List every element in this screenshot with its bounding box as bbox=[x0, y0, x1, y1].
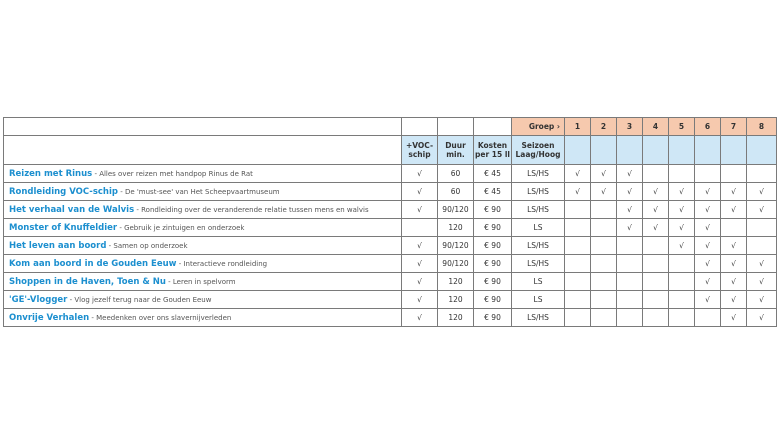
cell-seizoen: LS/HS bbox=[512, 237, 565, 255]
group-number: 4 bbox=[643, 118, 669, 136]
program-title[interactable]: Monster of Knuffeldier bbox=[9, 222, 118, 233]
cell-duur: 60 bbox=[438, 183, 474, 201]
cell-duur: 120 bbox=[438, 309, 474, 327]
program-description: - Rondleiding over de veranderende relatie tussen mens en walvis bbox=[134, 205, 369, 214]
group-check: √ bbox=[565, 165, 591, 183]
program-description: - Gebruik je zintuigen en onderzoek bbox=[117, 223, 245, 232]
group-check: √ bbox=[695, 219, 721, 237]
group-check bbox=[643, 165, 669, 183]
group-check: √ bbox=[695, 201, 721, 219]
program-description: - Vlog jezelf terug naar de Gouden Eeuw bbox=[67, 295, 212, 304]
cell-seizoen: LS bbox=[512, 291, 565, 309]
group-check bbox=[669, 255, 695, 273]
group-check: √ bbox=[695, 273, 721, 291]
group-check: √ bbox=[747, 309, 777, 327]
program-cell bbox=[4, 255, 402, 273]
group-check bbox=[643, 309, 669, 327]
cell-duur: 60 bbox=[438, 165, 474, 183]
group-check: √ bbox=[617, 165, 643, 183]
header-spacer bbox=[4, 118, 402, 136]
group-check bbox=[591, 291, 617, 309]
cell-kosten: € 90 bbox=[474, 255, 512, 273]
cell-duur: 120 bbox=[438, 291, 474, 309]
program-description: - Meedenken over ons slavernijverleden bbox=[89, 313, 232, 322]
program-description: - Samen op onderzoek bbox=[106, 241, 188, 250]
table-row bbox=[4, 219, 777, 237]
group-check: √ bbox=[721, 183, 747, 201]
group-header-row bbox=[4, 118, 777, 136]
group-check bbox=[591, 309, 617, 327]
group-check bbox=[643, 291, 669, 309]
group-check bbox=[591, 273, 617, 291]
col-header-kosten: Kosten per 15 ll bbox=[474, 136, 512, 165]
group-check: √ bbox=[747, 183, 777, 201]
group-check bbox=[643, 273, 669, 291]
program-title[interactable]: Reizen met Rinus bbox=[9, 168, 93, 179]
group-check bbox=[721, 165, 747, 183]
program-cell bbox=[4, 273, 402, 291]
group-number: 6 bbox=[695, 118, 721, 136]
group-check: √ bbox=[695, 255, 721, 273]
group-check bbox=[669, 273, 695, 291]
group-check: √ bbox=[747, 201, 777, 219]
cell-kosten: € 90 bbox=[474, 273, 512, 291]
col-header-group bbox=[591, 136, 617, 165]
program-cell bbox=[4, 309, 402, 327]
table-row bbox=[4, 291, 777, 309]
cell-duur: 120 bbox=[438, 219, 474, 237]
group-check bbox=[591, 237, 617, 255]
group-check: √ bbox=[669, 219, 695, 237]
cell-kosten: € 90 bbox=[474, 309, 512, 327]
program-title[interactable]: 'GE'-Vlogger bbox=[9, 294, 68, 305]
cell-seizoen: LS/HS bbox=[512, 165, 565, 183]
group-check: √ bbox=[669, 201, 695, 219]
table-row bbox=[4, 201, 777, 219]
header-spacer bbox=[438, 118, 474, 136]
cell-voc: √ bbox=[402, 237, 438, 255]
group-check: √ bbox=[721, 201, 747, 219]
group-check: √ bbox=[721, 273, 747, 291]
group-check bbox=[617, 255, 643, 273]
group-check bbox=[747, 237, 777, 255]
group-check: √ bbox=[643, 183, 669, 201]
table-row bbox=[4, 237, 777, 255]
group-number: 7 bbox=[721, 118, 747, 136]
group-check bbox=[591, 255, 617, 273]
table-row bbox=[4, 309, 777, 327]
group-check: √ bbox=[669, 237, 695, 255]
cell-voc bbox=[402, 219, 438, 237]
group-check: √ bbox=[617, 201, 643, 219]
group-check bbox=[643, 255, 669, 273]
group-check: √ bbox=[565, 183, 591, 201]
group-check bbox=[591, 219, 617, 237]
col-header-group bbox=[721, 136, 747, 165]
cell-seizoen: LS/HS bbox=[512, 309, 565, 327]
group-check: √ bbox=[721, 309, 747, 327]
cell-kosten: € 90 bbox=[474, 291, 512, 309]
group-check bbox=[565, 237, 591, 255]
group-check bbox=[617, 291, 643, 309]
col-header-duur: Duur min. bbox=[438, 136, 474, 165]
program-description: - Interactieve rondleiding bbox=[176, 259, 268, 268]
group-check bbox=[721, 219, 747, 237]
cell-kosten: € 90 bbox=[474, 219, 512, 237]
col-header-group bbox=[643, 136, 669, 165]
cell-seizoen: LS/HS bbox=[512, 201, 565, 219]
cell-kosten: € 45 bbox=[474, 165, 512, 183]
program-title[interactable]: Onvrije Verhalen bbox=[9, 312, 90, 323]
cell-kosten: € 90 bbox=[474, 201, 512, 219]
table-row bbox=[4, 273, 777, 291]
program-cell bbox=[4, 183, 402, 201]
group-check bbox=[695, 165, 721, 183]
group-number: 1 bbox=[565, 118, 591, 136]
groep-label: Groep › bbox=[512, 118, 565, 136]
program-title[interactable]: Shoppen in de Haven, Toen & Nu bbox=[9, 276, 166, 287]
cell-duur: 120 bbox=[438, 273, 474, 291]
cell-voc: √ bbox=[402, 273, 438, 291]
group-check: √ bbox=[695, 237, 721, 255]
group-check bbox=[565, 201, 591, 219]
group-check bbox=[565, 219, 591, 237]
program-cell bbox=[4, 219, 402, 237]
cell-duur: 90/120 bbox=[438, 237, 474, 255]
cell-kosten: € 45 bbox=[474, 183, 512, 201]
group-check bbox=[669, 165, 695, 183]
program-cell bbox=[4, 291, 402, 309]
program-rows bbox=[4, 165, 777, 327]
cell-voc: √ bbox=[402, 291, 438, 309]
cell-voc: √ bbox=[402, 255, 438, 273]
program-title[interactable]: Rondleiding VOC-schip bbox=[9, 186, 118, 197]
cell-duur: 90/120 bbox=[438, 255, 474, 273]
col-header-group bbox=[669, 136, 695, 165]
group-number: 8 bbox=[747, 118, 777, 136]
header-spacer bbox=[402, 118, 438, 136]
group-check: √ bbox=[591, 165, 617, 183]
group-check: √ bbox=[669, 183, 695, 201]
program-cell bbox=[4, 237, 402, 255]
group-check bbox=[747, 219, 777, 237]
group-check: √ bbox=[747, 273, 777, 291]
group-check: √ bbox=[617, 183, 643, 201]
cell-seizoen: LS/HS bbox=[512, 183, 565, 201]
group-check bbox=[669, 291, 695, 309]
cell-seizoen: LS/HS bbox=[512, 255, 565, 273]
table-row bbox=[4, 255, 777, 273]
group-check: √ bbox=[721, 255, 747, 273]
group-check: √ bbox=[591, 183, 617, 201]
program-description: - Alles over reizen met handpop Rinus de Rat bbox=[92, 169, 253, 178]
program-title[interactable]: Het verhaal van de Walvis bbox=[9, 204, 135, 215]
group-check bbox=[565, 255, 591, 273]
col-header-group bbox=[617, 136, 643, 165]
program-description: - Leren in spelvorm bbox=[165, 277, 236, 286]
group-check bbox=[617, 273, 643, 291]
program-description: - De 'must-see' van Het Scheepvaartmuseum bbox=[117, 187, 280, 196]
group-check bbox=[565, 291, 591, 309]
group-number: 5 bbox=[669, 118, 695, 136]
col-header-voc: +VOC-schip bbox=[402, 136, 438, 165]
program-table bbox=[3, 117, 777, 327]
cell-kosten: € 90 bbox=[474, 237, 512, 255]
group-check: √ bbox=[747, 255, 777, 273]
group-check bbox=[565, 309, 591, 327]
group-check: √ bbox=[747, 291, 777, 309]
cell-voc: √ bbox=[402, 165, 438, 183]
group-check: √ bbox=[695, 291, 721, 309]
program-title[interactable]: Kom aan boord in de Gouden Eeuw bbox=[9, 258, 177, 269]
table-row bbox=[4, 183, 777, 201]
column-header-row bbox=[4, 136, 777, 165]
group-number: 3 bbox=[617, 118, 643, 136]
cell-voc: √ bbox=[402, 309, 438, 327]
group-check bbox=[617, 237, 643, 255]
cell-voc: √ bbox=[402, 183, 438, 201]
group-check bbox=[591, 201, 617, 219]
table-row bbox=[4, 165, 777, 183]
program-cell bbox=[4, 201, 402, 219]
group-check bbox=[747, 165, 777, 183]
group-check bbox=[695, 309, 721, 327]
program-title[interactable]: Het leven aan boord bbox=[9, 240, 107, 251]
header-spacer bbox=[474, 118, 512, 136]
cell-seizoen: LS bbox=[512, 273, 565, 291]
group-check: √ bbox=[721, 291, 747, 309]
cell-seizoen: LS bbox=[512, 219, 565, 237]
group-check bbox=[643, 237, 669, 255]
header-spacer bbox=[4, 136, 402, 165]
cell-voc: √ bbox=[402, 201, 438, 219]
group-check bbox=[617, 309, 643, 327]
group-number: 2 bbox=[591, 118, 617, 136]
cell-duur: 90/120 bbox=[438, 201, 474, 219]
group-check: √ bbox=[721, 237, 747, 255]
group-check: √ bbox=[695, 183, 721, 201]
col-header-group bbox=[565, 136, 591, 165]
group-check: √ bbox=[643, 201, 669, 219]
group-check: √ bbox=[617, 219, 643, 237]
col-header-group bbox=[747, 136, 777, 165]
group-check bbox=[669, 309, 695, 327]
group-check: √ bbox=[643, 219, 669, 237]
col-header-seizoen: Seizoen Laag/Hoog bbox=[512, 136, 565, 165]
program-cell bbox=[4, 165, 402, 183]
group-check bbox=[565, 273, 591, 291]
col-header-group bbox=[695, 136, 721, 165]
